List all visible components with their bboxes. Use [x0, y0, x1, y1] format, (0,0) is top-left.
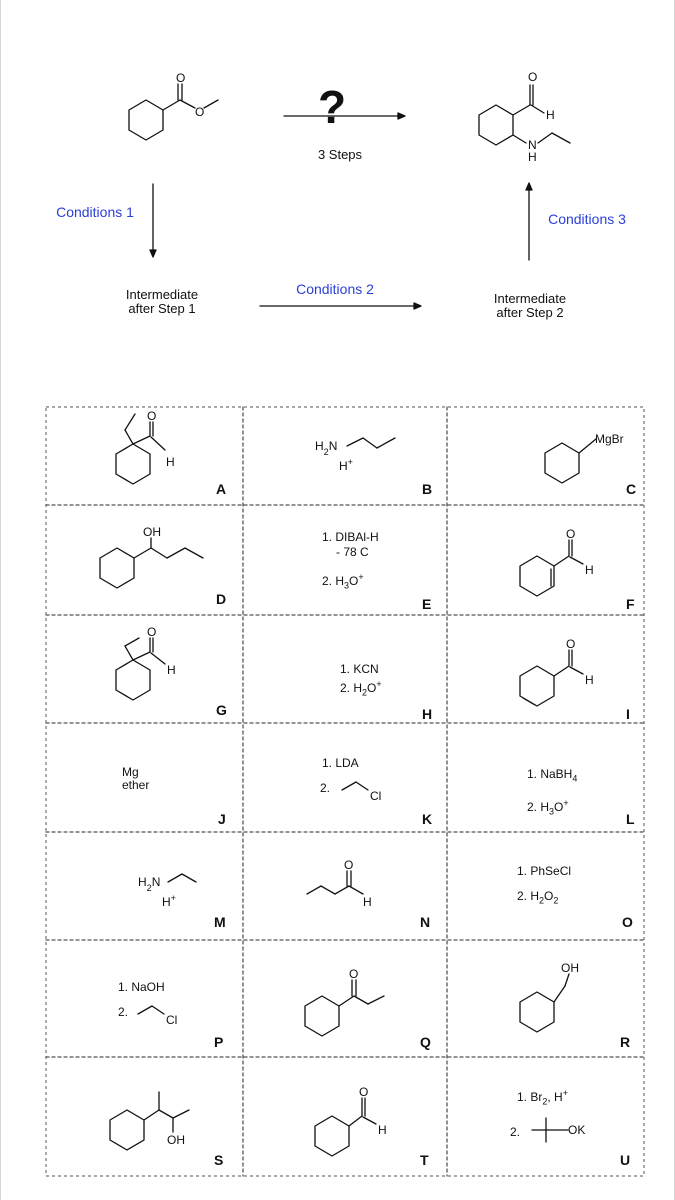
option-j-reagents [122, 766, 149, 792]
option-u-reagents [517, 1086, 568, 1109]
conditions-2-label: Conditions 2 [296, 281, 374, 297]
atom-label: O [147, 625, 157, 639]
atom-label: O [349, 967, 359, 981]
option-e-line3: 2. $H_3O^+$ [322, 572, 364, 591]
atom-label: O [566, 527, 576, 541]
atom-label: H [167, 663, 176, 677]
option-o-letter: O [622, 914, 633, 930]
option-p-line1: 1. NaOH [118, 980, 165, 994]
atom-label: H [528, 150, 537, 164]
option-p-letter: P [214, 1034, 224, 1050]
atom-label: H [585, 563, 594, 577]
option-h-letter: H [422, 706, 433, 722]
conditions-1-label: Conditions 1 [56, 204, 134, 220]
question-mark: ? [318, 81, 347, 133]
option-d-structure [95, 525, 215, 588]
atom-label: O [359, 1085, 369, 1099]
option-t-structure [310, 1080, 410, 1160]
oh-label: OH [561, 961, 579, 975]
option-n-letter: N [420, 914, 431, 930]
option-a-structure [105, 409, 205, 492]
option-e-line2: - 78 C [336, 545, 369, 559]
atom-label: O [528, 70, 538, 84]
h2n-label: $H_2N$ [315, 439, 338, 457]
intermediate-1: Intermediate after Step 1 [125, 287, 199, 316]
option-i-letter: I [626, 706, 630, 722]
option-f-letter: F [626, 596, 635, 612]
cl-label: Cl [370, 789, 382, 803]
atom-label: H [378, 1123, 387, 1137]
option-j-line1: Mg [122, 765, 139, 779]
step-label: 2. [320, 781, 331, 795]
option-a-letter: A [216, 481, 227, 497]
option-p-reagents [118, 980, 165, 995]
option-r-letter: R [620, 1034, 631, 1050]
option-o-reagents [517, 864, 571, 908]
ok-label: OK [568, 1123, 586, 1137]
atom-label: O [195, 105, 205, 119]
conditions-3-label: Conditions 3 [548, 211, 626, 227]
option-l-reagents [527, 767, 577, 820]
option-k-chloroethane [320, 774, 410, 804]
option-h-line2: 2. $H_2O^+$ [340, 679, 382, 698]
option-l-line2: 2. $H_3O^+$ [527, 798, 569, 817]
atom-label: O [566, 637, 576, 651]
option-r-structure [515, 960, 615, 1040]
atom-label: H [546, 108, 555, 122]
option-b-structure [315, 430, 425, 480]
option-b-letter: B [422, 481, 433, 497]
option-c-letter: C [626, 481, 637, 497]
oh-label: OH [167, 1133, 185, 1147]
option-o-line1: 1. PhSeCl [517, 864, 572, 878]
option-m-letter: M [214, 914, 226, 930]
option-d-letter: D [216, 591, 227, 607]
steps-label: 3 Steps [317, 147, 363, 162]
option-n-structure [305, 858, 395, 913]
option-t-letter: T [420, 1152, 429, 1168]
option-f-structure [515, 524, 615, 604]
option-e-line1: 1. DIBAl-H [322, 530, 379, 544]
option-k-letter: K [422, 811, 433, 827]
atom-label: H [363, 895, 372, 909]
option-i-structure [515, 634, 615, 714]
oh-label: OH [143, 525, 161, 539]
mgbr-label: MgBr [595, 432, 624, 446]
option-q-letter: Q [420, 1034, 431, 1050]
option-m-structure [138, 870, 218, 910]
option-g-structure [105, 625, 205, 712]
option-l-line1: 1. NaBH$_4$ [527, 767, 578, 784]
option-u-line1: 1. $Br_2$, H+ [517, 1088, 568, 1107]
hplus-label: H+ [339, 457, 353, 473]
atom-label: O [344, 858, 354, 872]
option-h-line1: 1. KCN [340, 662, 379, 676]
step-label: 2. [118, 1005, 129, 1019]
atom-label: H [585, 673, 594, 687]
option-e-reagents [322, 530, 379, 593]
atom-label: H [166, 455, 175, 469]
atom-label: O [176, 71, 186, 85]
atom-label: N [528, 138, 537, 152]
cl-label: Cl [166, 1013, 178, 1027]
option-o-line2: 2. $H_2O_2$ [517, 889, 559, 906]
option-k-reagents [322, 756, 359, 771]
option-k-line1: 1. LDA [322, 756, 359, 770]
option-u-letter: U [620, 1152, 631, 1168]
atom-label: O [147, 409, 157, 423]
option-p-chloroethane [118, 998, 208, 1028]
option-l-letter: L [626, 811, 635, 827]
option-s-letter: S [214, 1152, 224, 1168]
option-h-reagents [340, 662, 382, 700]
option-c-structure [540, 425, 640, 485]
intermediate-2: Intermediate after Step 2 [493, 291, 567, 320]
option-e-letter: E [422, 596, 432, 612]
h2n-label: $H_2N$ [138, 875, 161, 893]
option-q-structure [300, 964, 410, 1044]
step-label: 2. [510, 1125, 521, 1139]
hplus-label: H+ [162, 893, 176, 909]
option-s-structure [105, 1074, 215, 1164]
option-j-line2: ether [122, 778, 150, 792]
option-j-letter: J [218, 811, 226, 827]
option-u-tbuok [510, 1110, 610, 1150]
option-g-letter: G [216, 702, 227, 718]
